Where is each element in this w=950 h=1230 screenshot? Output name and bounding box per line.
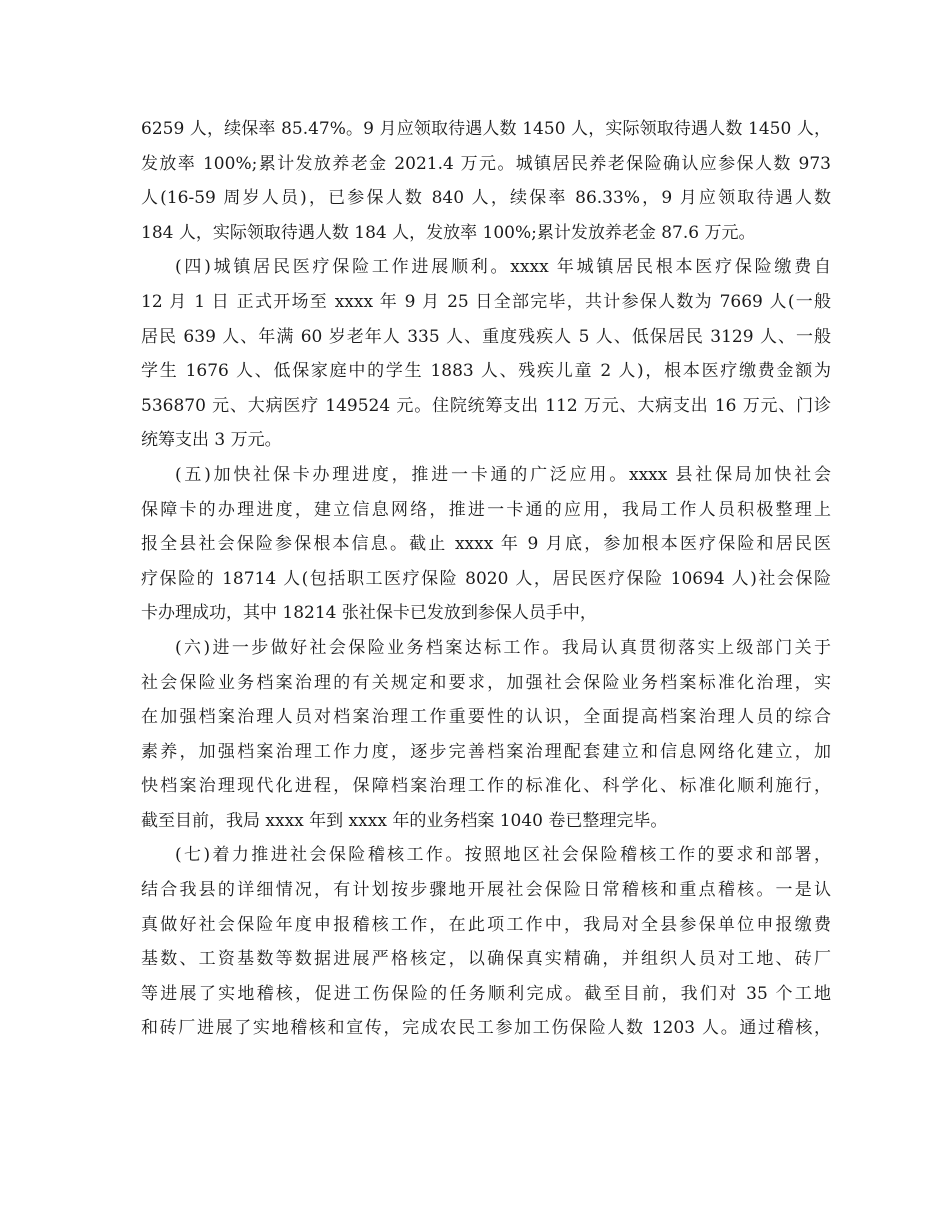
text-line: 和砖厂进展了实地稽核和宣传，完成农民工参加工伤保险人数 1203 人。通过稽核， [141, 1018, 831, 1039]
text-line: 结合我县的详细情况，有计划按步骤地开展社会保险日常稽核和重点稽核。一是认 [141, 880, 831, 901]
text-line: 12 月 1 日 正式开场至 xxxx 年 9 月 25 日全部完毕，共计参保人数为 7669 人(一般 [141, 291, 831, 312]
text-line: 卡办理成功，其中 18214 张社保卡已发放到参保人员手中， [141, 603, 597, 624]
text-line: 截至目前，我局 xxxx 年到 xxxx 年的业务档案 1040 卷已整理完毕。 [141, 810, 668, 831]
text-line: (五)加快社保卡办理进度，推进一卡通的广泛应用。xxxx 县社保局加快社会 [175, 464, 831, 485]
text-line: 184 人，实际领取待遇人数 184 人，发放率 100%;累计发放养老金 87.6 万元。 [141, 222, 756, 243]
text-line: 在加强档案治理人员对档案治理工作重要性的认识，全面提高档案治理人员的综合 [141, 707, 831, 728]
text-line: 素养，加强档案治理工作力度，逐步完善档案治理配套建立和信息网络化建立，加 [141, 741, 831, 762]
text-line: 统筹支出 3 万元。 [141, 430, 282, 451]
document-body [141, 112, 831, 1046]
text-line: 报全县社会保险参保根本信息。截止 xxxx 年 9 月底，参加根本医疗保险和居民医 [141, 534, 831, 555]
text-line: 居民 639 人、年满 60 岁老年人 335 人、重度残疾人 5 人、低保居民 3129 人、一般 [141, 326, 831, 347]
text-line: 快档案治理现代化进程，保障档案治理工作的标准化、科学化、标准化顺利施行， [141, 776, 831, 797]
text-line: 6259 人，续保率 85.47%。9 月应领取待遇人数 1450 人，实际领取待遇人数 1450 人， [141, 119, 831, 139]
text-line: (七)着力推进社会保险稽核工作。按照地区社会保险稽核工作的要求和部署， [175, 845, 831, 866]
text-line: 536870 元、大病医疗 149524 元。住院统筹支出 112 万元、大病支出 16 万元、门诊 [141, 395, 831, 416]
text-line: (四)城镇居民医疗保险工作进展顺利。xxxx 年城镇居民根本医疗保险缴费自 [175, 257, 831, 278]
text-line: 社会保险业务档案治理的有关规定和要求，加强社会保险业务档案标准化治理，实 [141, 672, 831, 693]
text-line: 等进展了实地稽核，促进工伤保险的任务顺利完成。截至目前，我们对 35 个工地 [141, 983, 831, 1004]
text-line: 学生 1676 人、低保家庭中的学生 1883 人、残疾儿童 2 人)，根本医疗缴费金额为 [141, 361, 831, 382]
text-line: 基数、工资基数等数据进展严格核定，以确保真实精确，并组织人员对工地、砖厂 [141, 949, 831, 970]
text-line: 保障卡的办理进度，建立信息网络，推进一卡通的应用，我局工作人员积极整理上 [141, 499, 831, 520]
text-line: 发放率 100%;累计发放养老金 2021.4 万元。城镇居民养老保险确认应参保人数 973 [141, 153, 831, 174]
text-line: (六)进一步做好社会保险业务档案达标工作。我局认真贯彻落实上级部门关于 [175, 637, 831, 658]
text-line: 人(16-59 周岁人员)，已参保人数 840 人，续保率 86.33%，9 月应领取待遇人数 [141, 188, 831, 209]
text-line: 疗保险的 18714 人(包括职工医疗保险 8020 人，居民医疗保险 10694 人)社会保险 [141, 568, 831, 589]
text-line: 真做好社会保险年度申报稽核工作，在此项工作中，我局对全县参保单位申报缴费 [141, 914, 831, 935]
